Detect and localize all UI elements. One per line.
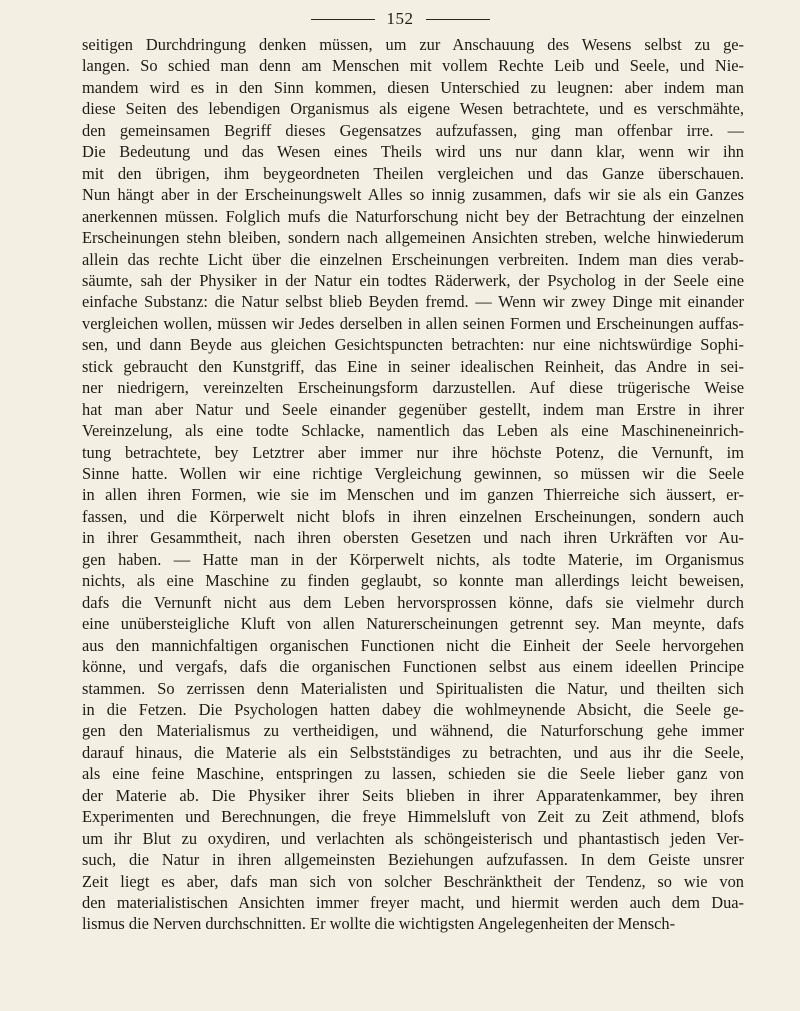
text-line: gen haben. — Hatte man in der Körperwelt nichts, als todte Materie, im Organismus (82, 549, 744, 569)
text-line: in ihrer Gesammtheit, nach ihren obersten Gesetzen und nach ihren Urkräften vor Au- (82, 528, 744, 548)
text-line: Vereinzelung, als eine todte Schlacke, namentlich das Leben als eine Maschineneinrich- (82, 421, 744, 441)
text-line: stammen. So zerrissen denn Materialisten und Spiritualisten die Natur, und theilten sich (82, 678, 744, 698)
text-line: seitigen Durchdringung denken müssen, um zur Anschauung des Wesens selbst zu ge- (82, 35, 744, 54)
text-line: Die Bedeutung und das Wesen eines Theils wird uns nur dann klar, wenn wir ihn (82, 142, 744, 162)
text-line: allein das rechte Licht über die einzelnen Erscheinungen verbreiten. Indem man dies verab- (82, 249, 744, 269)
text-line: in allen ihren Formen, wie sie im Menschen und im ganzen Thierreiche sich äussert, er- (82, 485, 744, 505)
text-line: gen den Materialismus zu vertheidigen, und wähnend, die Naturforschung gehe immer (82, 721, 744, 741)
text-line: lismus die Nerven durchschnitten. Er wollte die wichtigsten Angelegenheiten der Mensch- (82, 914, 676, 934)
text-line: einfache Substanz: die Natur selbst blieb Beyden fremd. — Wenn wir zwey Dinge mit einander (82, 292, 744, 312)
text-line: in die Fetzen. Die Psychologen hatten dabey die wohlmeynende Absicht, die Seele ge- (82, 699, 744, 719)
text-line: der Materie ab. Die Physiker ihrer Seits blieben in ihrer Apparatenkammer, bey ihren (82, 785, 744, 805)
text-line: anerkennen müssen. Folglich mufs die Naturforschung nicht bey der Betrachtung der einzelnen (82, 206, 744, 226)
text-line: ner niedrigern, vereinzelten Erscheinungsform darzustellen. Auf diese trügerische Weise (82, 378, 744, 398)
text-line: eine unübersteigliche Kluft von allen Naturerscheinungen getrennt sey. Man meynte, dafs (82, 614, 744, 634)
text-line: den materialistischen Ansichten immer freyer macht, und hiermit werden auch dem Dua- (82, 893, 744, 912)
text-line: nichts, als eine Maschine zu finden geglaubt, so konnte man allerdings leicht beweisen, (82, 571, 744, 591)
text-line: tung betrachtete, bey Letztrer aber immer nur ihre höchste Potenz, die Vernunft, im (82, 442, 744, 462)
text-line: um ihr Blut zu oxydiren, und verlachten als schöngeisterisch und phantastisch jeden Ver- (82, 828, 744, 848)
text-line: Erscheinungen stehn bleiben, sondern nach allgemeinen Ansichten streben, welche hinwiederum (82, 228, 744, 248)
text-line: dafs die Vernunft nicht aus dem Leben hervorsprossen könne, dafs sie vielmehr durch (82, 592, 744, 612)
text-line: darauf hinaus, die Materie als ein Selbstständiges zu betrachten, und aus ihr die Seele, (82, 742, 744, 762)
text-line: langen. So schied man denn am Menschen mit vollem Rechte Leib und Seele, und Nie- (82, 56, 744, 76)
text-line: diese Seiten des lebendigen Organismus als eigene Wesen betrachtete, und es verschmähte, (82, 99, 744, 119)
text-line: als eine feine Maschine, entspringen zu lassen, schieden sie die Seele lieber ganz von (82, 764, 744, 784)
text-line: sen, und dann Beyde aus gleichen Gesichtspuncten betrachten: nur eine nichtswürdige Sophi- (82, 335, 744, 355)
text-line: säumte, sah der Physiker in der Natur ein todtes Räderwerk, der Psycholog in der Seele eine (82, 270, 744, 290)
text-line: Zeit liegt es aber, dafs man sich von solcher Beschränktheit der Tendenz, so wie von (82, 871, 744, 891)
text-line: vergleichen wollen, müssen wir Jedes derselben in allen seinen Formen und Erscheinungen auffas- (82, 313, 744, 333)
text-line: mandem wird es in den Sinn kommen, diesen Unterschied zu leugnen: aber indem man (82, 77, 744, 97)
text-line: Sinne hatte. Wollen wir eine richtige Vergleichung gewinnen, so müssen wir die Seele (82, 464, 744, 483)
page-number: 152 (386, 9, 414, 28)
text-line: mit den übrigen, ihm beygeordneten Theilen vergleichen und das Ganze überschauen. (82, 163, 744, 183)
page-header (0, 6, 800, 32)
header-rule-left (311, 19, 375, 20)
text-line: den gemeinsamen Begriff dieses Gegensatzes aufzufassen, ging man offenbar irre. — (82, 120, 744, 140)
text-line: Nun hängt aber in der Erscheinungswelt Alles so innig zusammen, dafs wir sie als ein Ganzes (82, 185, 744, 205)
text-line: könne, und vergafs, dafs die organischen Functionen selbst aus einem ideellen Principe (82, 657, 744, 677)
text-line: aus den mannichfaltigen organischen Functionen nicht die Einheit der Seele hervorgehen (82, 635, 744, 655)
text-line: stick gebraucht den Kunstgriff, das Eine in seiner idealischen Reinheit, das Andre in sei- (82, 356, 744, 376)
text-line: Experimenten und Berechnungen, die freye Himmelsluft von Zeit zu Zeit athmend, blofs (82, 807, 744, 827)
text-line: fassen, und die Körperwelt nicht blofs in ihren einzelnen Erscheinungen, sondern auch (82, 506, 744, 526)
header-rule-right (426, 19, 490, 20)
text-line: hat man aber Natur und Seele einander gegenüber gestellt, indem man Erstre in ihrer (82, 399, 744, 419)
text-line: such, die Natur in ihren allgemeinsten Beziehungen aufzufassen. In dem Geiste unsrer (82, 850, 744, 870)
